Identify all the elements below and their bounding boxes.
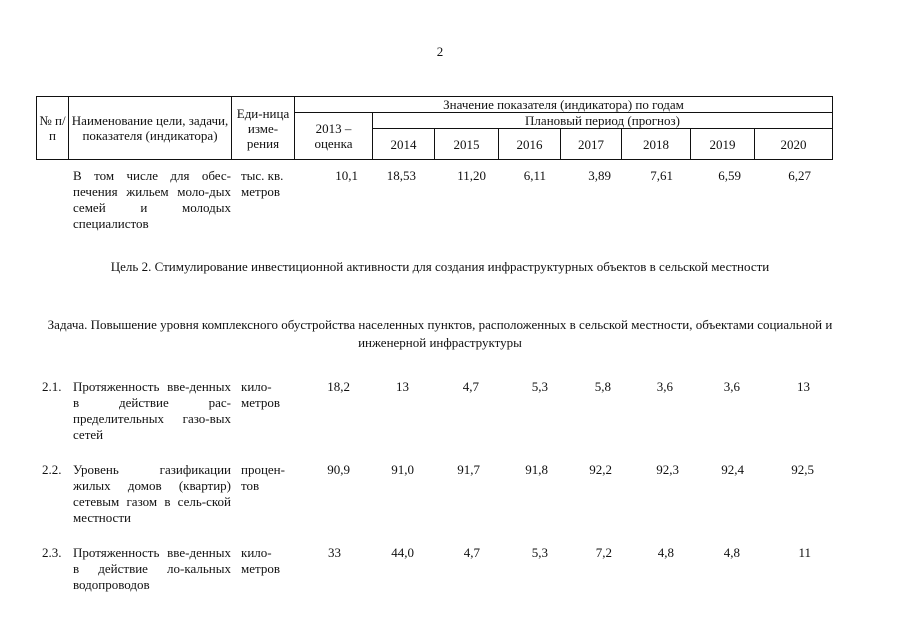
header-year: 2020	[755, 129, 833, 160]
row-name: Протяженность вве-денных в действие ло-кальных водопроводов	[73, 545, 231, 592]
goal-heading: Цель 2. Стимулирование инвестиционной активности для создания инфраструктурных объектов в сельской местности	[110, 259, 770, 274]
row-value: 5,3	[531, 379, 548, 394]
header-plan: Плановый период (прогноз)	[373, 113, 833, 129]
header-estimate: 2013 – оценка	[295, 113, 373, 160]
row-value: 3,6	[656, 379, 673, 394]
header-year: 2018	[622, 129, 691, 160]
header-year: 2017	[561, 129, 622, 160]
row-name: Протяженность вве-денных в действие рас-пределительных газо-вых сетей	[73, 379, 231, 442]
header-year: 2015	[435, 129, 499, 160]
row-name: В том числе для обес-печения жильем моло-дых семей и молодых специалистов	[73, 168, 231, 231]
row-value: 91,7	[457, 462, 480, 477]
row-value: 92,5	[791, 462, 814, 477]
row-unit: кило-метров	[241, 379, 280, 410]
row-value: 5,8	[594, 379, 611, 394]
row-value: 4,7	[462, 379, 479, 394]
row-value: 91,8	[525, 462, 548, 477]
row-value: 3,6	[723, 379, 740, 394]
row-value: 13	[396, 379, 409, 394]
row-unit: процен-тов	[241, 462, 285, 493]
row-value: 3,89	[588, 168, 611, 183]
row-value: 91,0	[391, 462, 414, 477]
header-name: Наименование цели, задачи, показателя (индикатора)	[69, 97, 232, 160]
table-header	[36, 96, 833, 160]
header-number: № п/п	[37, 97, 69, 160]
row-value: 92,3	[656, 462, 679, 477]
header-unit: Еди-ница изме-рения	[232, 97, 295, 160]
row-number: 2.2.	[42, 462, 62, 477]
row-value: 7,61	[650, 168, 673, 183]
row-unit: тыс. кв. метров	[241, 168, 284, 199]
row-value: 4,8	[657, 545, 674, 560]
row-name: Уровень газификации жилых домов (квартир) сетевым газом в сель-ской местности	[73, 462, 231, 525]
header-year: 2019	[691, 129, 755, 160]
row-value: 11	[798, 545, 811, 560]
row-number: 2.1.	[42, 379, 62, 394]
header-values: Значение показателя (индикатора) по годам	[295, 97, 833, 113]
row-value: 4,7	[463, 545, 480, 560]
row-value: 4,8	[723, 545, 740, 560]
row-value: 11,20	[457, 168, 486, 183]
row-value: 7,2	[595, 545, 612, 560]
row-value: 6,11	[523, 168, 546, 183]
row-unit: кило-метров	[241, 545, 280, 576]
row-value: 10,1	[335, 168, 358, 183]
row-value: 90,9	[327, 462, 350, 477]
task-heading: Задача. Повышение уровня комплексного обустройства населенных пунктов, расположенных в сельской местности, объектами социальной и инженерной инфраструктуры	[47, 317, 833, 350]
row-value: 44,0	[391, 545, 414, 560]
row-value: 5,3	[531, 545, 548, 560]
row-value: 92,2	[589, 462, 612, 477]
row-value: 92,4	[721, 462, 744, 477]
header-year: 2014	[373, 129, 435, 160]
row-value: 18,2	[327, 379, 350, 394]
row-value: 18,53	[386, 168, 416, 183]
row-value: 6,59	[718, 168, 741, 183]
row-value: 33	[328, 545, 341, 560]
header-year: 2016	[499, 129, 561, 160]
page-number: 2	[436, 44, 444, 59]
row-number: 2.3.	[42, 545, 62, 560]
row-value: 6,27	[788, 168, 811, 183]
row-value: 13	[797, 379, 810, 394]
